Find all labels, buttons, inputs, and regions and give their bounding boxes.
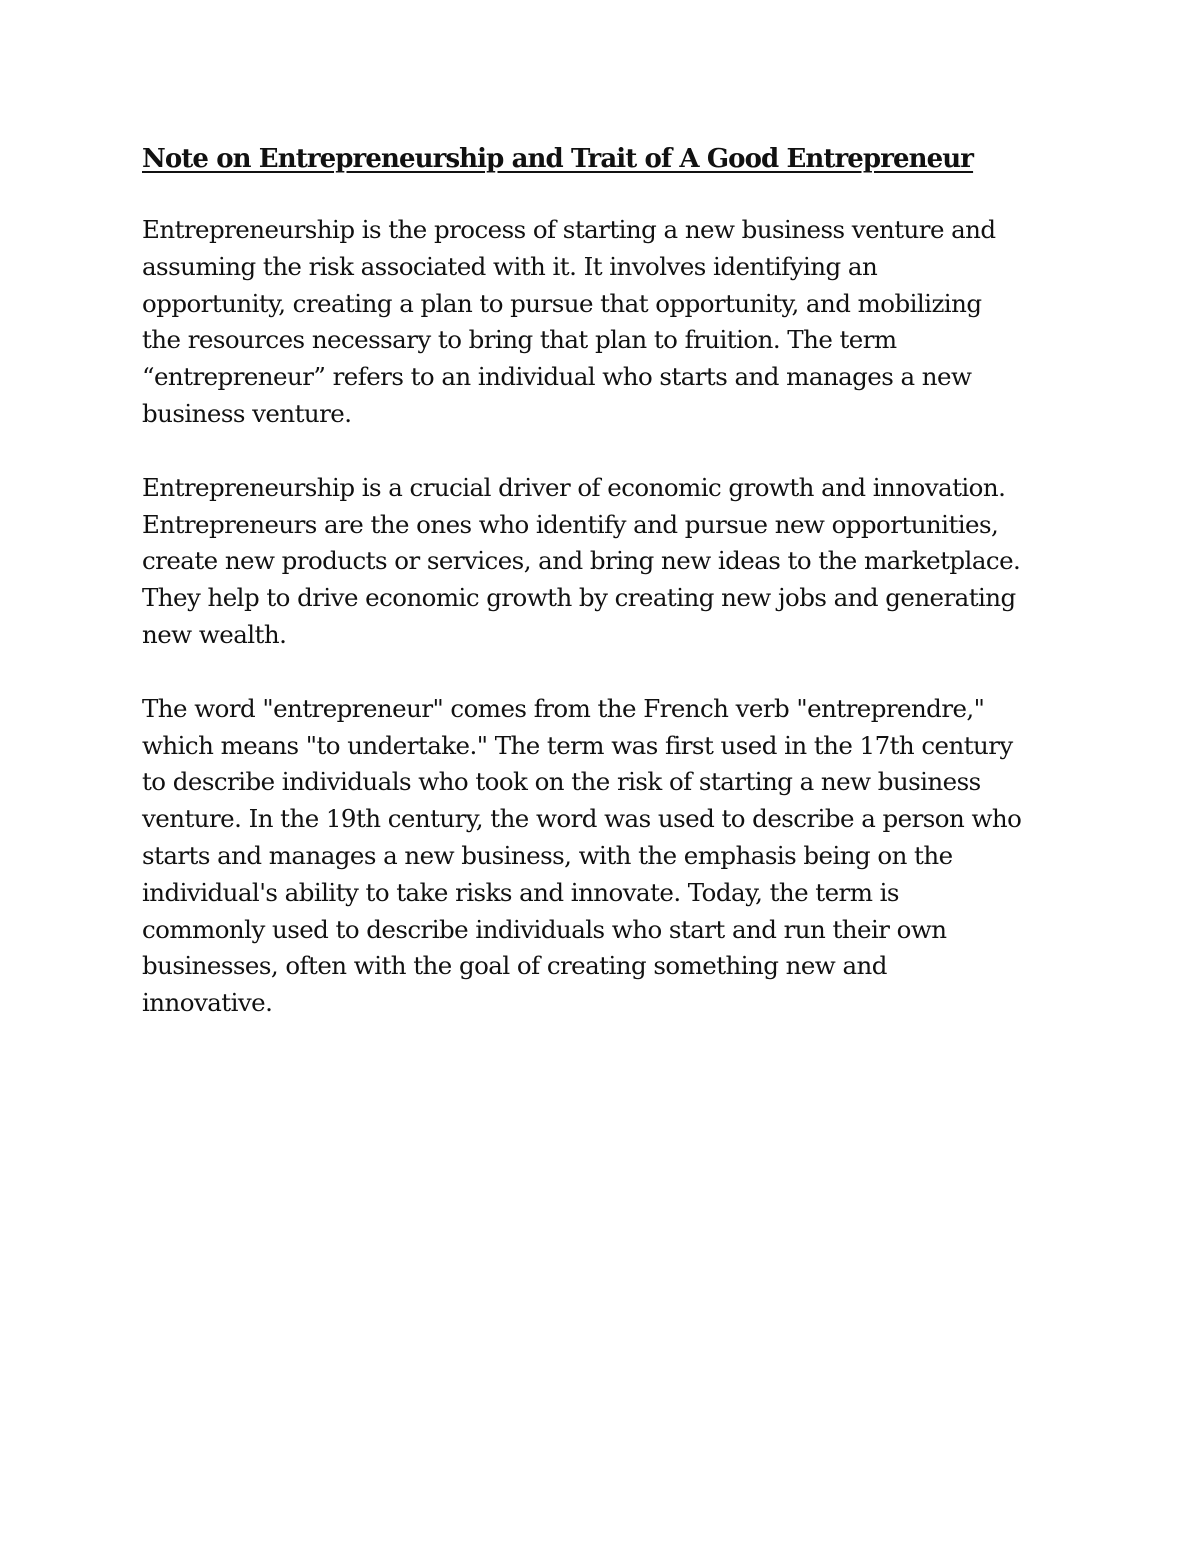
paragraph-economic-growth (142, 470, 1072, 654)
text-line: venture. In the 19th century, the word was used to describe a person who (142, 804, 1022, 834)
text-line: businesses, often with the goal of creating something new and (142, 951, 887, 981)
text-line: new wealth. (142, 619, 287, 649)
title-spacer (142, 180, 1072, 212)
document-page (142, 138, 1072, 1022)
paragraph-spacer (142, 433, 1072, 470)
paragraph-definition (142, 212, 1072, 433)
text-line: individual's ability to take risks and innovate. Today, the term is (142, 877, 899, 907)
text-line: commonly used to describe individuals who start and run their own (142, 914, 947, 944)
text-line: assuming the risk associated with it. It involves identifying an (142, 251, 878, 281)
text-line: The word "entrepreneur" comes from the French verb "entreprendre," (142, 693, 985, 723)
text-line: innovative. (142, 988, 273, 1018)
text-line: the resources necessary to bring that plan to fruition. The term (142, 325, 897, 355)
document-title: Note on Entrepreneurship and Trait of A Good Entrepreneur (142, 144, 974, 174)
text-line: starts and manages a new business, with the emphasis being on the (142, 840, 953, 870)
paragraph-etymology (142, 691, 1072, 1022)
text-line: create new products or services, and bring new ideas to the marketplace. (142, 546, 1021, 576)
text-line: which means "to undertake." The term was first used in the 17th century (142, 730, 1013, 760)
text-line: business venture. (142, 398, 352, 428)
text-line: opportunity, creating a plan to pursue that opportunity, and mobilizing (142, 288, 982, 318)
text-line: They help to drive economic growth by creating new jobs and generating (142, 583, 1016, 613)
text-line: Entrepreneurship is the process of starting a new business venture and (142, 215, 996, 244)
text-line: Entrepreneurship is a crucial driver of economic growth and innovation. (142, 472, 1006, 502)
text-line: Entrepreneurs are the ones who identify and pursue new opportunities, (142, 509, 999, 539)
text-line: “entrepreneur” refers to an individual who starts and manages a new (142, 362, 972, 392)
paragraph-spacer (142, 654, 1072, 691)
text-line: to describe individuals who took on the risk of starting a new business (142, 767, 981, 797)
